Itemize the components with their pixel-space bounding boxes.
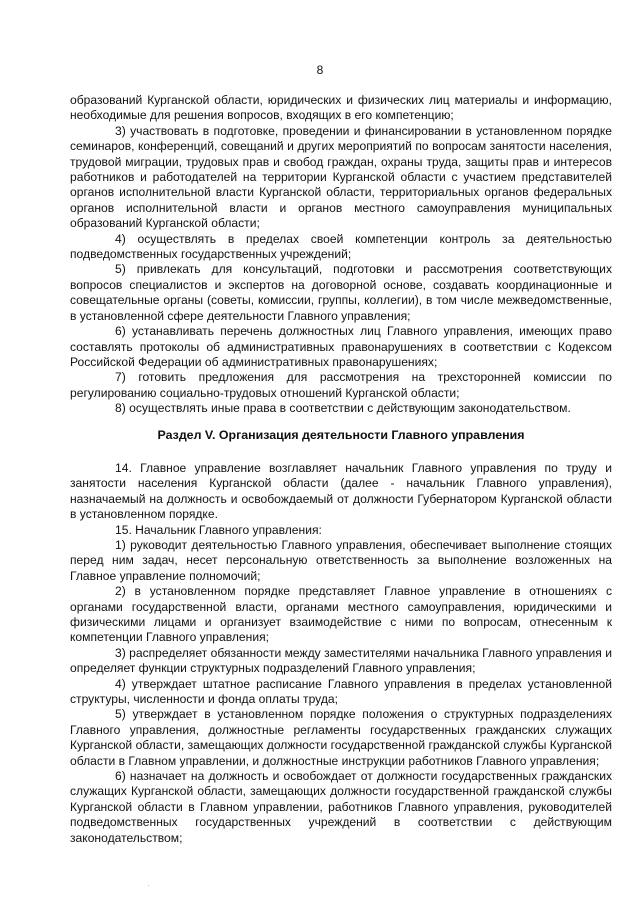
paragraph-item-8: 8) осуществлять иные права в соответствии с действующим законодательством. — [115, 401, 571, 416]
paragraph-duty-4: 4) утверждает штатное расписание Главного управления в пределах установленной структуры, численности и фонда оплаты труда; — [70, 676, 612, 707]
paragraph-continuation: образований Курганской области, юридических и физических лиц материалы и информацию, необходимые для решения вопросов, входящих в его компетенцию; — [70, 93, 612, 123]
document-body — [70, 93, 612, 846]
paragraph-duty-1: 1) руководит деятельностью Главного управления, обеспечивает выполнение стоящих перед ним задач, несет персональную ответственность за выполнение возложенных на Главное управление полномочий; — [70, 537, 612, 583]
paragraph-duty-5: 5) утверждает в установленном порядке положения о структурных подразделениях Главного управления, должностные регламенты государственных гражданских служащих Курганской области, замещающих должности государственной гражданской службы Курганской области в Главном управлении, и должностные инструкции работников Главного управления; — [70, 707, 612, 768]
paragraph-clause-15: 15. Начальник Главного управления: — [115, 522, 322, 537]
paragraph-duty-6: 6) назначает на должность и освобождает от должности государственных гражданских служащих Курганской области, замещающих должности государственной гражданской службы Курганской области в Главном управлении, работников Главного управления, руководителей подведомственных государственных учреждений в соответствии с действующим законодательством; — [70, 769, 612, 845]
paragraph-item-6: 6) устанавливать перечень должностных лиц Главного управления, имеющих право составлять протоколы об административных правонарушениях в соответствии с Кодексом Российской Федерации об административных правонарушениях; — [70, 324, 612, 369]
paragraph-item-5: 5) привлекать для консультаций, подготовки и рассмотрения соответствующих вопросов специалистов и экспертов на договорной основе, создавать координационные и совещательные органы (советы, комиссии, группы, коллегии), в том числе межведомственные, в установленной сфере деятельности Главного управления; — [70, 262, 612, 323]
section-heading: Раздел V. Организация деятельности Главного управления — [157, 427, 525, 442]
paragraph-item-3: 3) участвовать в подготовке, проведении и финансировании в установленном порядке семинаров, конференций, совещаний и других мероприятий по вопросам занятости населения, трудовой миграции, трудовых прав и свобод граждан, охраны труда, защиты прав и интересов работников и работодателей на территории Курганской области с участием представителей органов исполнительной власти Курганской области, территориальных органов федеральных органов исполнительной власти и органов местного самоуправления муниципальных образований Курганской области; — [70, 123, 612, 231]
page-number: 8 — [316, 63, 324, 77]
paragraph-item-7: 7) готовить предложения для рассмотрения на трехсторонней комиссии по регулированию социально-трудовых отношений Курганской области; — [70, 370, 612, 400]
paragraph-clause-14: 14. Главное управление возглавляет начальник Главного управления по труду и занятости населения Курганской области (далее - начальник Главного управления), назначаемый на должность и освобождаемый от должности Губернатором Курганской области в установленном порядке. — [70, 460, 612, 522]
paragraph-item-4: 4) осуществлять в пределах своей компетенции контроль за деятельностью подведомственных государственных учреждений; — [70, 231, 612, 262]
paragraph-duty-3: 3) распределяет обязанности между заместителями начальника Главного управления и определяет функции структурных подразделений Главного управления; — [70, 645, 612, 676]
paragraph-duty-2: 2) в установленном порядке представляет Главное управление в отношениях с органами государственной власти, органами местного самоуправления, юридическими и физическими лицами и организует взаимодействие с ними по вопросам, отнесенным к компетенции Главного управления; — [70, 584, 612, 645]
scan-speck — [148, 885, 149, 886]
